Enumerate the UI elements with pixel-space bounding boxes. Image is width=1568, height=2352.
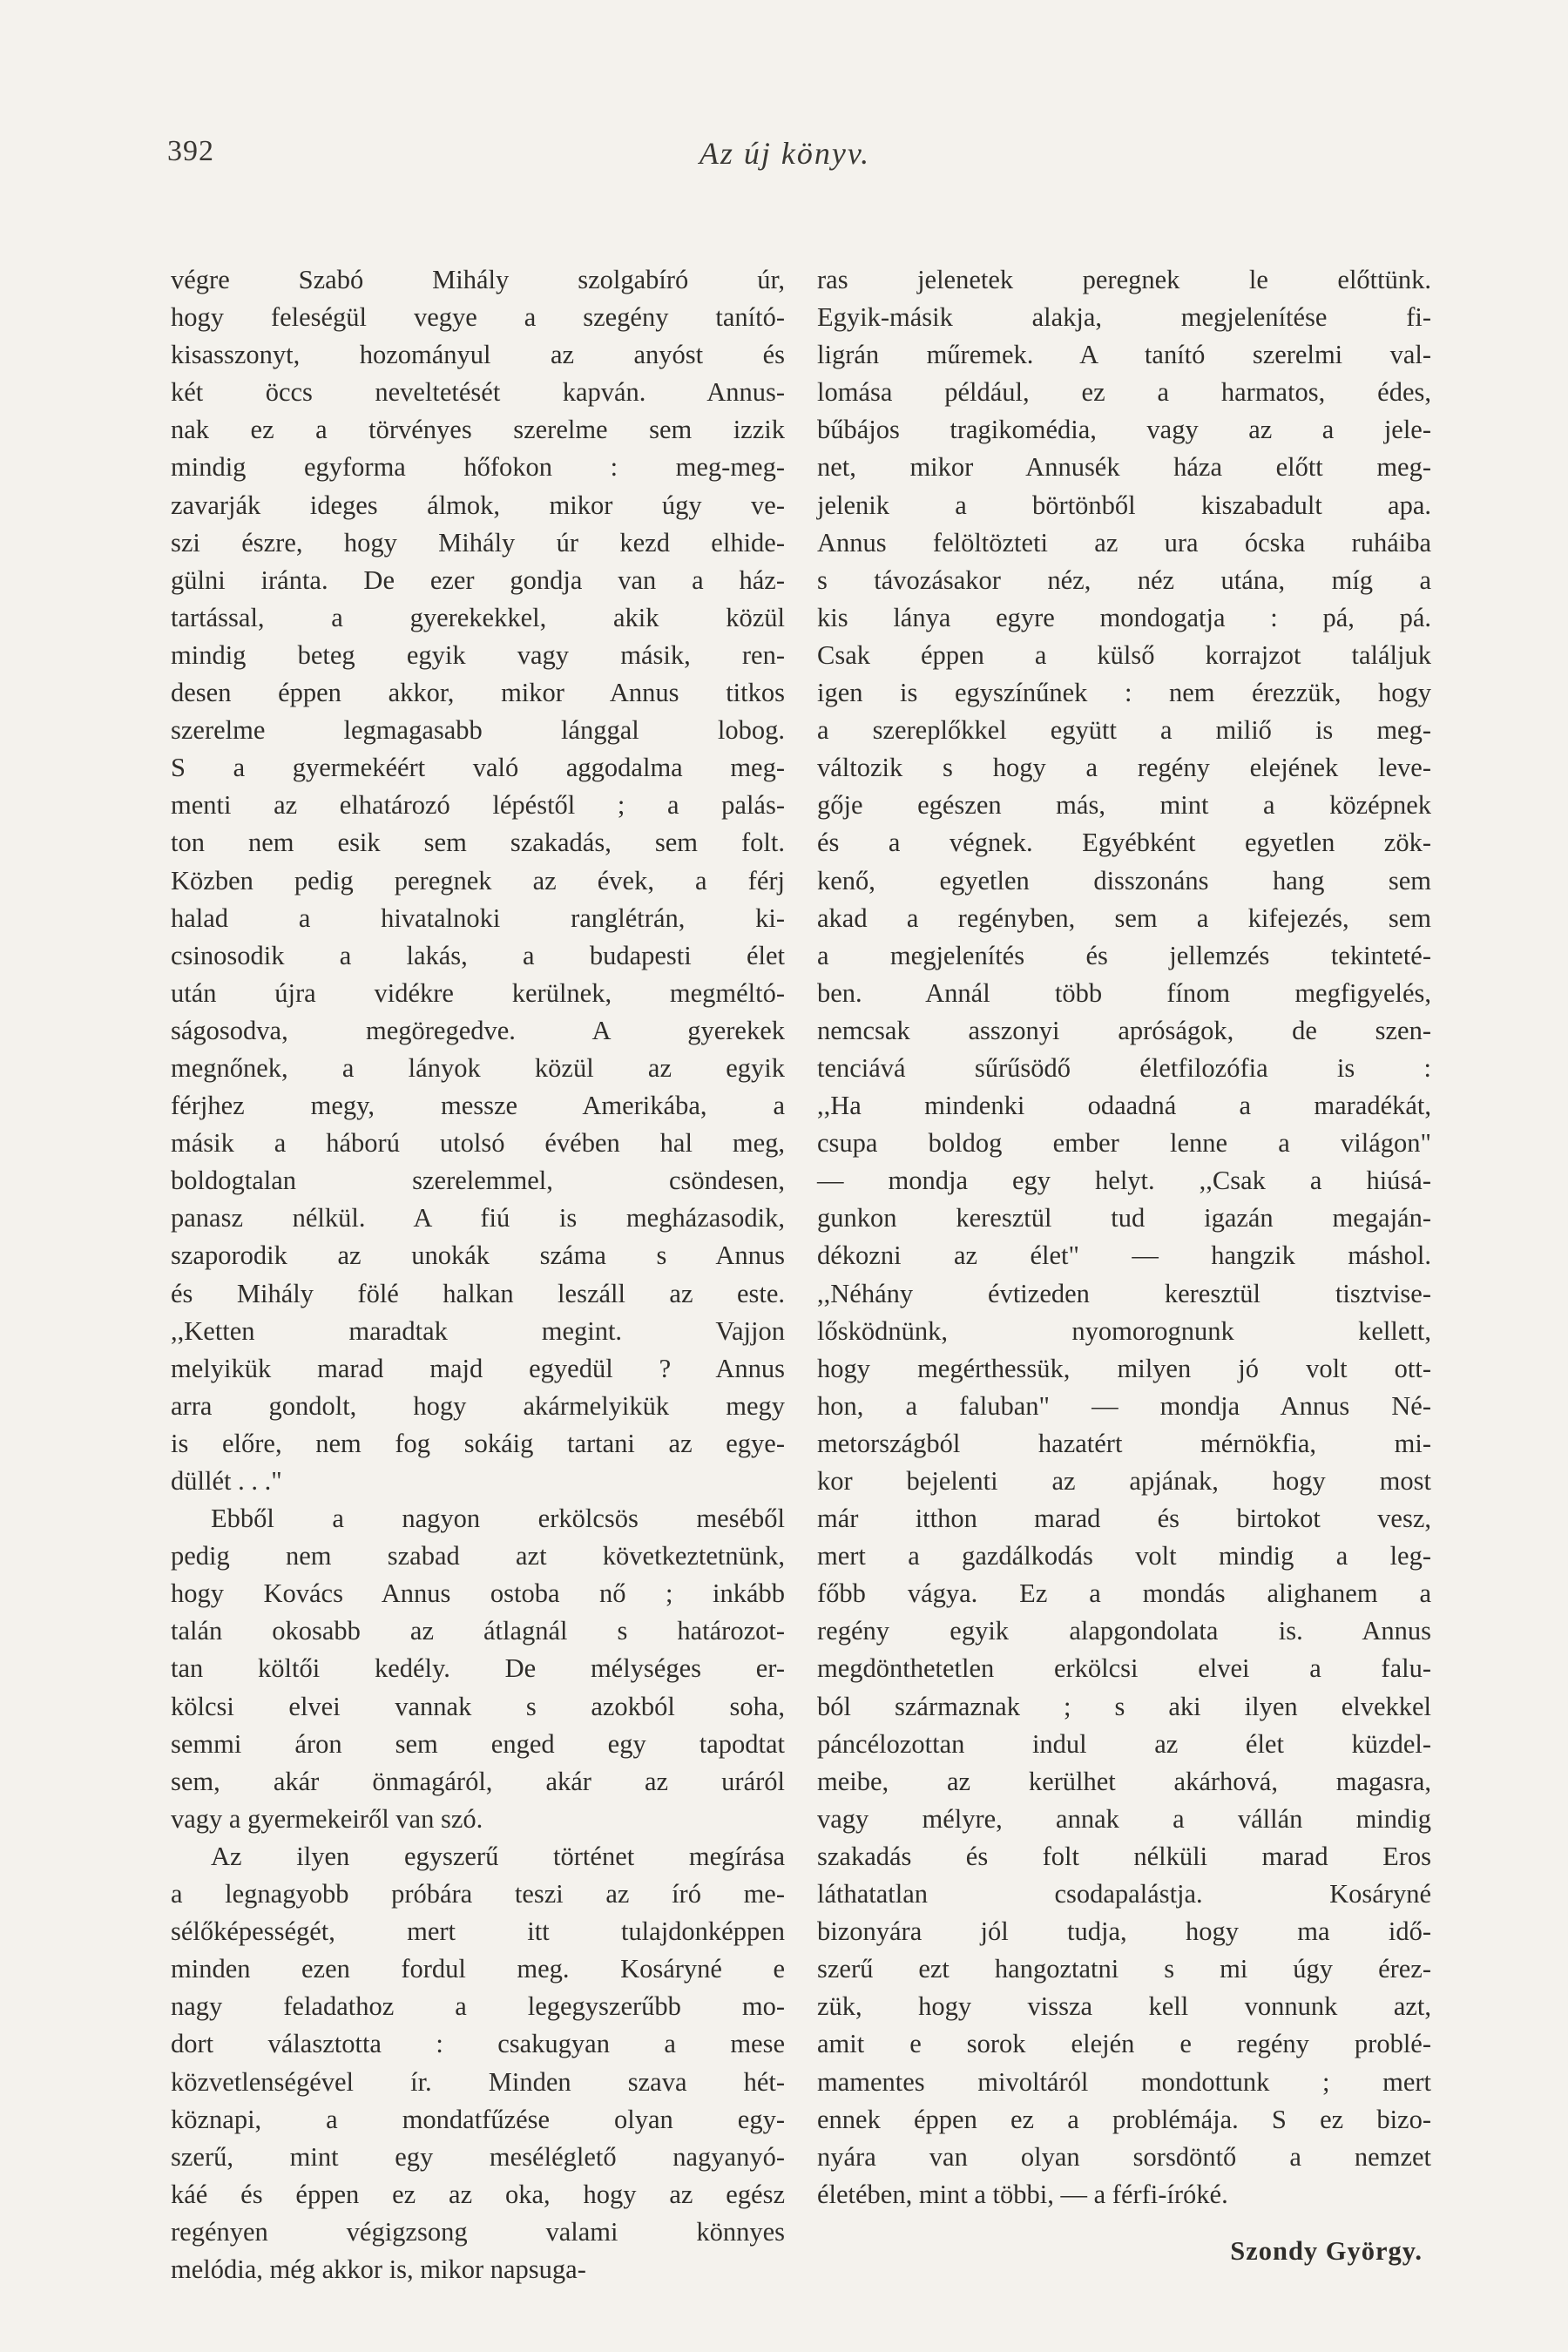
text-line: kis lánya egyre mondogatja : pá, pá. bbox=[817, 602, 1431, 632]
text-line: ságosodva, megöregedve. A gyerekek bbox=[171, 1015, 785, 1045]
text-line: mamentes mivoltáról mondottunk ; mert bbox=[817, 2066, 1431, 2097]
text-line: ras jelenetek peregnek le előttünk. bbox=[817, 265, 1431, 294]
text-line: s távozásakor néz, néz utána, míg a bbox=[817, 564, 1431, 595]
text-line: minden ezen fordul meg. Kosáryné e bbox=[171, 1954, 785, 1984]
text-line: kölcsi elvei vannak s azokból soha, bbox=[171, 1691, 785, 1721]
text-line: dort választotta : csakugyan a mese bbox=[171, 2029, 785, 2059]
text-line: kenő, egyetlen disszonáns hang sem bbox=[817, 865, 1431, 896]
text-line: közvetlenségével ír. Minden szava hét- bbox=[171, 2066, 785, 2097]
text-line: két öccs neveltetését kapván. Annus- bbox=[171, 377, 785, 408]
text-line: nak ez a törvényes szerelme sem izzik bbox=[171, 415, 785, 445]
text-line: semmi áron sem enged egy tapodtat bbox=[171, 1728, 785, 1759]
text-line: ton nem esik sem szakadás, sem folt. bbox=[171, 828, 785, 858]
text-line: mindig egyforma hőfokon : meg-meg- bbox=[171, 452, 785, 483]
text-line: a legnagyobb próbára teszi az író me- bbox=[171, 1879, 785, 1909]
text-line: arra gondolt, hogy akármelyikük megy bbox=[171, 1390, 785, 1421]
right-column bbox=[817, 261, 1431, 2270]
text-line: már itthon marad és birtokot vesz, bbox=[817, 1504, 1431, 1534]
text-line: meibe, az kerülhet akárhová, magasra, bbox=[817, 1766, 1431, 1796]
text-line: ,,Néhány évtizeden keresztül tisztvise- bbox=[817, 1278, 1431, 1308]
text-line: hogy megérthessük, milyen jó volt ott- bbox=[817, 1353, 1431, 1383]
text-line: is előre, nem fog sokáig tartani az egye- bbox=[171, 1428, 785, 1458]
text-line: zavarják ideges álmok, mikor úgy ve- bbox=[171, 490, 785, 520]
left-column bbox=[171, 261, 785, 2288]
text-line: hogy feleségül vegye a szegény tanító- bbox=[171, 302, 785, 333]
text-line: végre Szabó Mihály szolgabíró úr, bbox=[171, 265, 785, 294]
text-line: köznapi, a mondatfűzése olyan egy- bbox=[171, 2104, 785, 2134]
running-title: Az új könyv. bbox=[699, 136, 871, 171]
text-line: a megjelenítés és jellemzés tekinteté- bbox=[817, 940, 1431, 970]
text-line: Az ilyen egyszerű történet megírása bbox=[211, 1841, 785, 1871]
text-line: akad a regényben, sem a kifejezés, sem bbox=[817, 902, 1431, 933]
author-signature: Szondy György. bbox=[1230, 2235, 1423, 2266]
text-line: káé és éppen ez az oka, hogy az egész bbox=[171, 2179, 785, 2209]
text-line: szerű ezt hangoztatni s mi úgy érez- bbox=[817, 1954, 1431, 1984]
text-line: Egyik-másik alakja, megjelenítése fi- bbox=[817, 302, 1431, 333]
text-line: S a gyermekéért való aggodalma meg- bbox=[171, 753, 785, 783]
text-line: mert a gazdálkodás volt mindig a leg- bbox=[817, 1541, 1431, 1571]
text-line: vagy a gyermekeiről van szó. bbox=[171, 1803, 483, 1834]
text-line: kisasszonyt, hozományul az anyóst és bbox=[171, 340, 785, 370]
text-line: net, mikor Annusék háza előtt meg- bbox=[817, 452, 1431, 483]
text-line: Közben pedig peregnek az évek, a férj bbox=[171, 865, 785, 896]
text-line: hon, a faluban" — mondja Annus Né- bbox=[817, 1390, 1431, 1421]
text-line: kor bejelenti az apjának, hogy most bbox=[817, 1466, 1431, 1496]
text-line: szaporodik az unokák száma s Annus bbox=[171, 1240, 785, 1271]
text-line: gője egészen más, mint a középnek bbox=[817, 790, 1431, 821]
text-line: megnőnek, a lányok közül az egyik bbox=[171, 1052, 785, 1083]
text-line: lomása például, ez a harmatos, édes, bbox=[817, 377, 1431, 408]
text-line: pedig nem szabad azt következtetnünk, bbox=[171, 1541, 785, 1571]
text-line: hogy Kovács Annus ostoba nő ; inkább bbox=[171, 1578, 785, 1609]
text-line: nemcsak asszonyi apróságok, de szen- bbox=[817, 1015, 1431, 1045]
text-line: tenciává sűrűsödő életfilozófia is : bbox=[817, 1052, 1431, 1083]
text-line: metországból hazatért mérnökfia, mi- bbox=[817, 1428, 1431, 1458]
text-line: nyára van olyan sorsdöntő a nemzet bbox=[817, 2141, 1431, 2172]
text-line: ligrán műremek. A tanító szerelmi val- bbox=[817, 340, 1431, 370]
text-line: Csak éppen a külső korrajzot találjuk bbox=[817, 639, 1431, 670]
text-line: sem, akár önmagáról, akár az uráról bbox=[171, 1766, 785, 1796]
text-line: után újra vidékre kerülnek, megméltó- bbox=[171, 977, 785, 1008]
text-line: szerelme legmagasabb lánggal lobog. bbox=[171, 715, 785, 746]
text-line: regényen végigzsong valami könnyes bbox=[171, 2216, 785, 2247]
text-line: melódia, még akkor is, mikor napsuga- bbox=[171, 2254, 586, 2284]
text-line: tartással, a gyerekekkel, akik közül bbox=[171, 602, 785, 632]
text-line: igen is egyszínűnek : nem érezzük, hogy bbox=[817, 678, 1431, 708]
text-line: amit e sorok elején e regény problé- bbox=[817, 2029, 1431, 2059]
text-line: jelenik a börtönből kiszabadult apa. bbox=[817, 490, 1431, 520]
text-line: lősködnünk, nyomorognunk kellett, bbox=[817, 1315, 1431, 1346]
text-line: ,,Ha mindenki odaadná a maradékát, bbox=[817, 1091, 1431, 1121]
text-line: ból származnak ; s aki ilyen elvekkel bbox=[817, 1691, 1431, 1721]
text-line: mindig beteg egyik vagy másik, ren- bbox=[171, 639, 785, 670]
text-line: férjhez megy, messze Amerikába, a bbox=[171, 1091, 785, 1121]
text-line: tan költői kedély. De mélységes er- bbox=[171, 1653, 785, 1684]
text-line: és a végnek. Egyébként egyetlen zök- bbox=[817, 828, 1431, 858]
text-line: változik s hogy a regény elejének leve- bbox=[817, 753, 1431, 783]
text-line: gülni iránta. De ezer gondja van a ház- bbox=[171, 564, 785, 595]
text-line: melyikük marad majd egyedül ? Annus bbox=[171, 1353, 785, 1383]
text-line: — mondja egy helyt. ,,Csak a hiúsá- bbox=[817, 1166, 1431, 1196]
text-line: a szereplőkkel együtt a miliő is meg- bbox=[817, 715, 1431, 746]
text-line: boldogtalan szerelemmel, csöndesen, bbox=[171, 1166, 785, 1196]
text-line: szerű, mint egy meséléglető nagyanyó- bbox=[171, 2141, 785, 2172]
text-line: Annus felöltözteti az ura ócska ruháiba bbox=[817, 527, 1431, 558]
text-line: halad a hivatalnoki ranglétrán, ki- bbox=[171, 902, 785, 933]
text-line: másik a háború utolsó évében hal meg, bbox=[171, 1128, 785, 1159]
text-line: Ebből a nagyon erkölcsös meséből bbox=[211, 1504, 785, 1534]
page-number: 392 bbox=[167, 135, 214, 167]
text-line: szi észre, hogy Mihály úr kezd elhide- bbox=[171, 527, 785, 558]
running-header bbox=[167, 135, 1402, 179]
text-line: vagy mélyre, annak a vállán mindig bbox=[817, 1803, 1431, 1834]
text-line: desen éppen akkor, mikor Annus titkos bbox=[171, 678, 785, 708]
text-line: láthatatlan csodapalástja. Kosáryné bbox=[817, 1879, 1431, 1909]
text-line: megdönthetetlen erkölcsi elvei a falu- bbox=[817, 1653, 1431, 1684]
text-line: életében, mint a többi, — a férfi-íróké. bbox=[817, 2179, 1228, 2209]
text-line: menti az elhatározó lépéstől ; a palás- bbox=[171, 790, 785, 821]
text-line: ben. Annál több fínom megfigyelés, bbox=[817, 977, 1431, 1008]
text-line: csinosodik a lakás, a budapesti élet bbox=[171, 940, 785, 970]
text-line: csupa boldog ember lenne a világon" bbox=[817, 1128, 1431, 1159]
text-line: talán okosabb az átlagnál s határozot- bbox=[171, 1616, 785, 1646]
text-line: gunkon keresztül tud igazán megaján- bbox=[817, 1203, 1431, 1233]
text-line: páncélozottan indul az élet küzdel- bbox=[817, 1728, 1431, 1759]
text-line: regény egyik alapgondolata is. Annus bbox=[817, 1616, 1431, 1646]
text-line: és Mihály fölé halkan leszáll az este. bbox=[171, 1278, 785, 1308]
text-line: düllét . . ." bbox=[171, 1466, 282, 1496]
text-line: dékozni az élet" — hangzik máshol. bbox=[817, 1240, 1431, 1271]
text-line: ennek éppen ez a problémája. S ez bizo- bbox=[817, 2104, 1431, 2134]
text-line: főbb vágya. Ez a mondás alighanem a bbox=[817, 1578, 1431, 1609]
text-line: sélőképességét, mert itt tulajdonképpen bbox=[171, 1916, 785, 1947]
text-line: bizonyára jól tudja, hogy ma idő- bbox=[817, 1916, 1431, 1947]
text-line: nagy feladathoz a legegyszerűbb mo- bbox=[171, 1991, 785, 2022]
text-line: panasz nélkül. A fiú is megházasodik, bbox=[171, 1203, 785, 1233]
text-line: ,,Ketten maradtak megint. Vajjon bbox=[171, 1315, 785, 1346]
text-line: bűbájos tragikomédia, vagy az a jele- bbox=[817, 415, 1431, 445]
text-line: zük, hogy vissza kell vonnunk azt, bbox=[817, 1991, 1431, 2022]
text-line: szakadás és folt nélküli marad Eros bbox=[817, 1841, 1431, 1871]
